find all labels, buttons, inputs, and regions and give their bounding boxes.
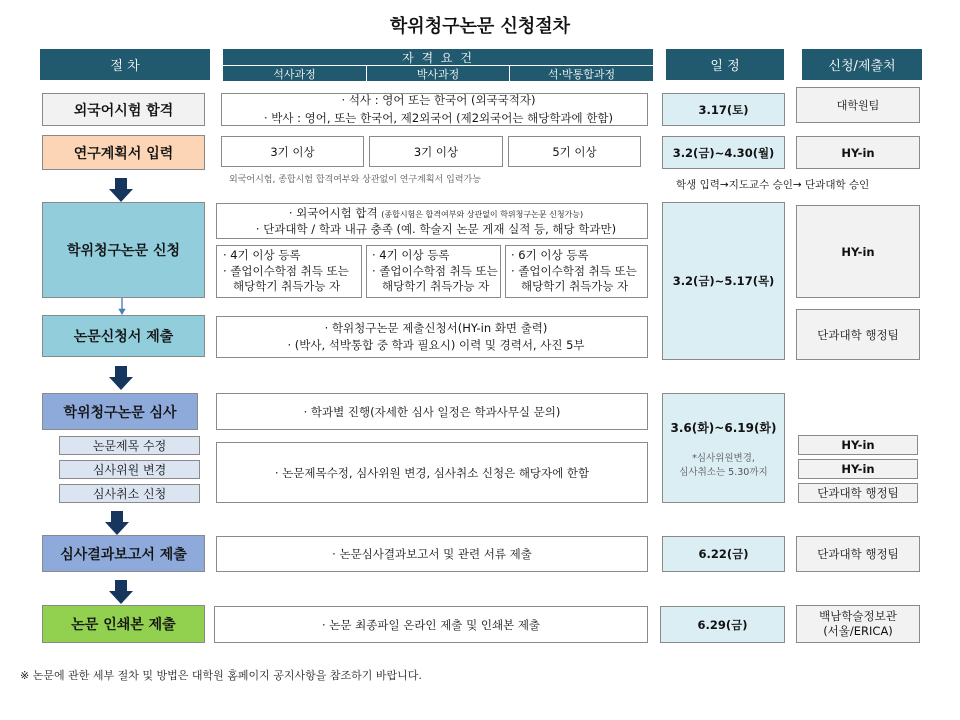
review-sub-title-change: 논문제목 수정: [59, 436, 200, 455]
thesis-apply-general: [216, 203, 648, 239]
print-copy-submit: [796, 605, 920, 643]
thesis-apply-doctor-b: · 졸업이수학점 취득 또는: [372, 263, 498, 278]
research-plan-doctor: 3기 이상: [369, 136, 503, 167]
print-copy-schedule: 6.29(금): [660, 606, 785, 643]
review-sub-committee-change: 심사위원 변경: [59, 460, 200, 479]
research-plan-master: 3기 이상: [221, 136, 364, 167]
thesis-apply-master-b: · 졸업이수학점 취득 또는: [223, 263, 349, 278]
application-form-line2: · (박사, 석박통합 중 학과 필요시) 이력 및 경력서, 사진 5부: [287, 338, 585, 352]
research-plan-note: 외국어시험, 종합시험 합격여부와 상관없이 연구계획서 입력가능: [229, 175, 481, 185]
thesis-apply-integrated-b: · 졸업이수학점 취득 또는: [511, 263, 637, 278]
thesis-apply-line1: [289, 205, 583, 221]
result-report-schedule: 6.22(금): [662, 536, 785, 572]
step-print-copy: 논문 인쇄본 제출: [42, 605, 205, 643]
header-submit-to: 신청/제출처: [802, 49, 922, 80]
review-schedule-date: 3.6(화)~6.19(화): [670, 420, 777, 435]
header-req-master: 석사과정: [223, 66, 366, 81]
step-research-plan: 연구계획서 입력: [42, 135, 205, 170]
step-thesis-apply: 학위청구논문 신청: [42, 202, 205, 298]
thesis-apply-master-a: · 4기 이상 등록: [223, 248, 301, 263]
review-schedule-note1: *심사위원변경,: [692, 452, 755, 464]
arrow-down-icon: [109, 178, 133, 202]
thesis-apply-schedule: 3.2(금)~5.17(목): [662, 202, 785, 360]
research-plan-schedule: 3.2(금)~4.30(월): [662, 136, 785, 169]
step-application-form: 논문신청서 제출: [42, 315, 205, 357]
step-result-report: 심사결과보고서 제출: [42, 535, 205, 572]
small-arrow-down-icon: [117, 298, 127, 316]
application-form-line1: · 학위청구논문 제출신청서(HY-in 화면 출력): [324, 320, 548, 335]
header-req-integrated: 석·박통합과정: [510, 66, 653, 81]
header-requirements: 자 격 요 건: [223, 49, 653, 65]
foreign-exam-requirements: [221, 93, 648, 126]
foreign-exam-line-doctor: · 박사 : 영어, 또는 한국어, 제2외국어 (제2외국어는 해당학과에 한함): [263, 110, 614, 125]
thesis-apply-doctor: [366, 245, 501, 298]
thesis-apply-integrated: [505, 245, 648, 298]
research-plan-submit: HY-in: [796, 136, 920, 169]
arrow-down-icon: [109, 366, 133, 390]
print-copy-desc: · 논문 최종파일 온라인 제출 및 인쇄본 제출: [214, 606, 648, 643]
foreign-exam-line-master: · 석사 : 영어 또는 한국어 (외국국적자): [341, 93, 536, 108]
thesis-apply-line2: · 단과대학 / 학과 내규 충족 (예. 학술지 논문 게재 실적 등, 해당 학과만): [255, 222, 617, 236]
page-title: 학위청구논문 신청절차: [389, 16, 571, 37]
review-submit-3: 단과대학 행정팀: [798, 483, 918, 503]
thesis-apply-master: [216, 245, 362, 298]
research-plan-schedule-note: 학생 입력→지도교수 승인→ 단과대학 승인: [676, 179, 870, 191]
arrow-down-icon: [105, 511, 129, 535]
thesis-apply-line1-note: (종합시험은 합격여부와 상관없이 학위청구논문 신청가능): [381, 209, 584, 219]
header-req-doctor: 박사과정: [367, 66, 509, 81]
print-copy-submit-2: (서울/ERICA): [823, 624, 893, 638]
application-form-submit: 단과대학 행정팀: [796, 309, 920, 360]
review-submit-1: HY-in: [798, 435, 918, 455]
thesis-apply-doctor-c: 해당학기 취득가능 자: [382, 279, 490, 294]
review-sub-desc: · 논문제목수정, 심사위원 변경, 심사취소 신청은 해당자에 한함: [216, 442, 648, 503]
step-foreign-exam: 외국어시험 합격: [42, 93, 205, 126]
footnote: ※ 논문에 관한 세부 절차 및 방법은 대학원 홈페이지 공지사항을 참조하기 바랍니다.: [20, 669, 422, 682]
step-review: 학위청구논문 심사: [42, 393, 198, 430]
research-plan-integrated: 5기 이상: [508, 136, 641, 167]
print-copy-submit-1: 백남학술정보관: [819, 609, 897, 624]
thesis-apply-submit: HY-in: [796, 205, 920, 298]
thesis-apply-master-c: 해당학기 취득가능 자: [233, 279, 341, 294]
thesis-apply-integrated-a: · 6기 이상 등록: [511, 248, 589, 263]
thesis-apply-line1-text: · 외국어시험 합격: [288, 205, 378, 220]
thesis-apply-doctor-a: · 4기 이상 등록: [372, 248, 450, 263]
header-schedule: 일 정: [666, 49, 784, 80]
foreign-exam-submit: 대학원팀: [796, 87, 920, 123]
arrow-down-icon: [109, 580, 133, 604]
application-form-desc: [216, 316, 648, 358]
foreign-exam-schedule: 3.17(토): [662, 93, 785, 126]
result-report-desc: · 논문심사결과보고서 및 관련 서류 제출: [216, 536, 648, 572]
result-report-submit: 단과대학 행정팀: [796, 536, 920, 572]
review-desc: · 학과별 진행(자세한 심사 일정은 학과사무실 문의): [216, 393, 648, 430]
thesis-apply-integrated-c: 해당학기 취득가능 자: [521, 279, 629, 294]
review-sub-cancel: 심사취소 신청: [59, 484, 200, 503]
header-procedure: 절 차: [40, 49, 210, 80]
review-schedule-note2: 심사취소는 5.30까지: [679, 466, 768, 478]
review-schedule: [662, 393, 785, 503]
review-submit-2: HY-in: [798, 459, 918, 479]
